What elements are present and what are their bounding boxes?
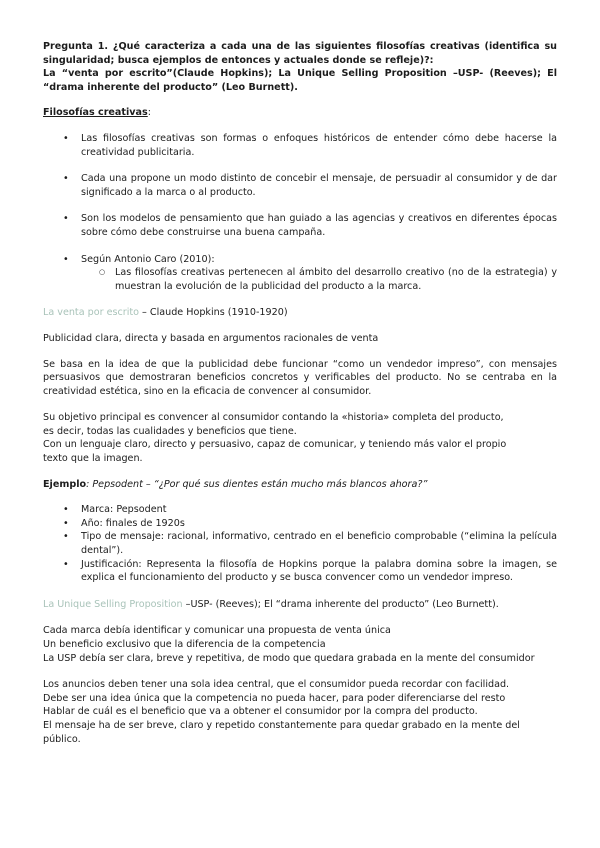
list-item (43, 132, 557, 159)
list-item (43, 253, 557, 267)
list-item-text: Tipo de mensaje: racional, informativo, centrado en el beneficio comprobable (“elimina la película dental”). (81, 531, 557, 557)
document-page (43, 40, 557, 746)
bullet-dot-icon: • (63, 173, 69, 185)
filosofias-heading (43, 106, 557, 120)
venta-objective (43, 411, 557, 465)
venta-title-rest: – Claude Hopkins (1910-1920) (139, 307, 288, 319)
question-text (43, 40, 557, 67)
usp-line: El mensaje ha de ser breve, claro y repetido constantemente para quedar grabado en la mente del público. (43, 719, 520, 745)
list-item (43, 503, 557, 517)
usp-line: Debe ser una idea única que la competencia no pueda hacer, para poder diferenciarse del resto (43, 692, 506, 704)
example-heading (43, 478, 557, 492)
bullet-circle-icon: ○ (99, 268, 106, 277)
bullet-dot-icon: • (63, 132, 69, 144)
objective-line: Con un lenguaje claro, directo y persuasivo, capaz de comunicar, y teniendo más valor el propio (43, 439, 507, 451)
bullet-dot-icon: • (63, 517, 69, 529)
list-item (43, 558, 557, 585)
sub-list-item (43, 266, 557, 293)
sub-list-item-text: Las filosofías creativas pertenecen al ámbito del desarrollo creativo (no de la estrategia) y muestran la evolución de la publicidad del producto a la marca. (115, 267, 557, 292)
venta-title-link: La venta por escrito (43, 307, 139, 319)
list-item-text: Justificación: Representa la filosofía de Hopkins porque la palabra domina sobre la imagen, se explica el funcionamiento del producto y se busca convencer como un vendedor impreso. (81, 558, 557, 584)
question-label: Pregunta 1. (43, 41, 109, 52)
bullet-dot-icon: • (63, 253, 69, 265)
venta-description: Se basa en la idea de que la publicidad debe funcionar “como un vendedor impreso”, con mensajes persuasivos que demostraran beneficios concretos y verificables del producto. No se centraba en la creatividad estética, sino en la eficacia de convencer al consumidor. (43, 358, 557, 397)
usp-line: La USP debía ser clara, breve y repetitiva, de modo que quedara grabada en la mente del consumidor (43, 652, 535, 664)
list-item-text: Cada una propone un modo distinto de concebir el mensaje, de persuadir al consumidor y de dar significado a la marca o al producto. (81, 173, 557, 198)
filosofias-heading-text: Filosofías creativas (43, 107, 148, 119)
example-list (43, 503, 557, 585)
question-list-line: La “venta por escrito”(Claude Hopkins); La Unique Selling Proposition –USP- (Reeves); El “drama inherente del producto” (Leo Burnett). (43, 68, 557, 93)
list-item-text: Las filosofías creativas son formas o enfoques históricos de entender cómo debe hacerse la creatividad publicitaria. (81, 132, 557, 158)
list-item-text: Según Antonio Caro (2010): (81, 253, 215, 265)
usp-line: Cada marca debía identificar y comunicar una propuesta de venta única (43, 625, 391, 637)
list-item-text: Marca: Pepsodent (81, 504, 167, 516)
usp-block-b (43, 678, 557, 746)
bullet-dot-icon: • (63, 558, 69, 570)
filosofias-list (43, 132, 557, 293)
list-item (43, 172, 557, 199)
venta-summary: Publicidad clara, directa y basada en argumentos racionales de venta (43, 332, 379, 344)
bullet-dot-icon: • (63, 504, 69, 516)
list-item (43, 517, 557, 531)
objective-line: texto que la imagen. (43, 453, 143, 465)
usp-line: Un beneficio exclusivo que la diferencia de la competencia (43, 639, 326, 650)
usp-line: Los anuncios deben tener una sola idea central, que el consumidor pueda recordar con facilidad. (43, 679, 510, 691)
venta-title (43, 306, 557, 320)
usp-block-a (43, 624, 557, 665)
question-body: ¿Qué caracteriza a cada una de las siguientes filosofías creativas (identifica su singularidad; busca ejemplos de entonces y actuales donde se refleje)?: (43, 41, 557, 66)
list-item-text: Son los modelos de pensamiento que han guiado a las agencias y creativos en diferentes épocas sobre cómo debe construirse una buena campaña. (81, 213, 557, 238)
bullet-dot-icon: • (63, 213, 69, 225)
filosofias-heading-colon: : (147, 107, 151, 119)
list-item (43, 530, 557, 557)
example-label: Ejemplo (43, 478, 87, 490)
list-item (43, 212, 557, 239)
objective-line: Su objetivo principal es convencer al consumidor contando la «historia» completa del producto, (43, 412, 504, 424)
usp-title-rest: –USP- (Reeves); El “drama inherente del producto” (Leo Burnett). (182, 598, 499, 610)
example-text: : Pepsodent – “¿Por qué sus dientes están mucho más blancos ahora?” (86, 478, 428, 490)
list-item-text: Año: finales de 1920s (81, 517, 185, 529)
usp-title (43, 598, 557, 612)
objective-line: es decir, todas las cualidades y beneficios que tiene. (43, 425, 297, 437)
usp-line: Hablar de cuál es el beneficio que va a obtener el consumidor por la compra del producto. (43, 706, 478, 718)
bullet-dot-icon: • (63, 531, 69, 543)
usp-title-link: La Unique Selling Proposition (43, 598, 183, 610)
